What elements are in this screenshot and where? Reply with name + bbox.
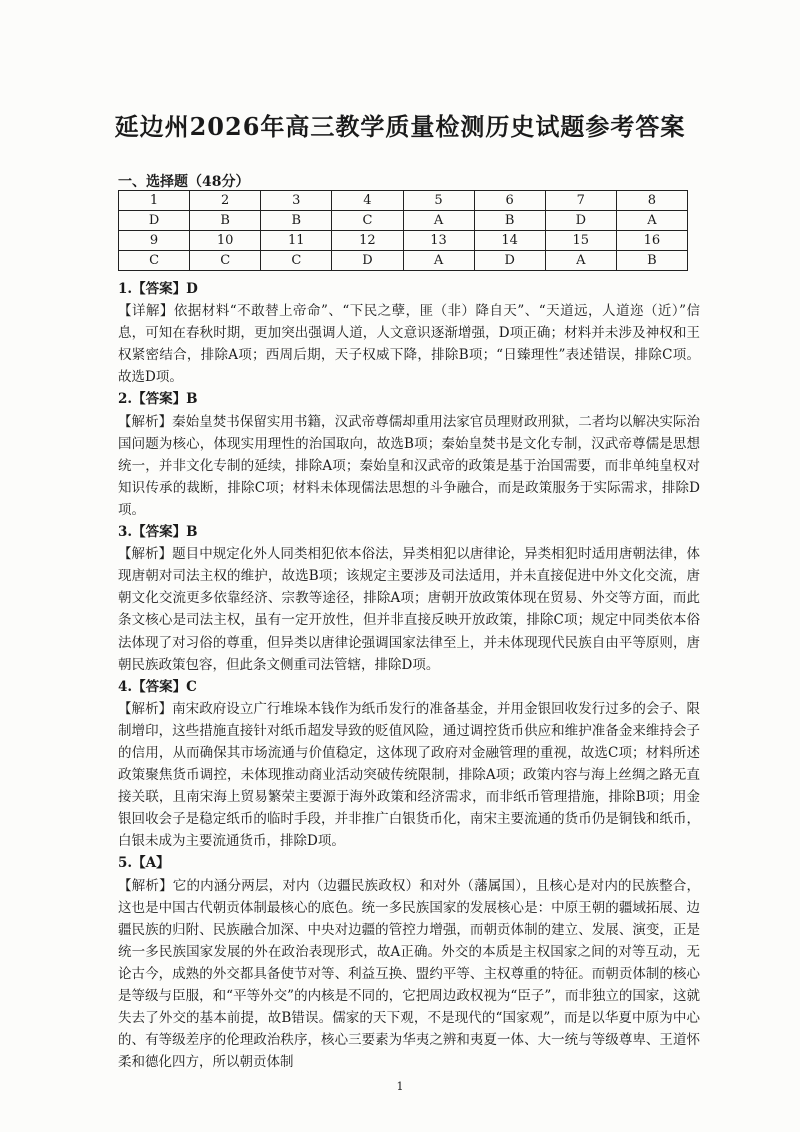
table-cell: 10 [190,231,261,251]
table-cell: 14 [474,231,545,251]
question-1-explanation: 【详解】依据材料“不敢替上帝命”、“下民之孽，匪（非）降自天”、“天道远，人道迩（近）”信息，可知在春秋时期，更加突出强调人道，人文意识逐渐增强，D项正确；材料并未涉及神权和王权紧密结合，排除A项；西周后期，天子权威下降，排除B项；“日臻理性”表述错误，排除C项。故选D项。 [118,303,700,386]
table-cell: B [474,211,545,231]
question-1-answer: 1.【答案】D [118,281,198,297]
question-2-answer: 2.【答案】B [118,391,198,408]
table-cell: 15 [545,231,616,251]
table-cell: D [332,251,403,271]
table-cell: A [545,251,616,271]
question-4-answer: 4.【答案】C [118,678,197,695]
table-cell: 4 [332,191,403,211]
table-cell: 12 [332,231,403,251]
section-heading-choice: 一、选择题（48分） [118,174,250,190]
question-3-explanation: 【解析】题目中规定化外人同类相犯依本俗法，异类相犯以唐律论，异类相犯时适用唐朝法律，体现唐朝对司法主权的维护，故选B项；该规定主要涉及司法适用，并未直接促进中外文化交流，唐朝文化交流更多依靠经济、宗教等途径，排除A项；唐朝开放政策体现在贸易、外交等方面，而此条文核心是司法主权，虽有一定开放性，但并非直接反映开放政策，排除C项；规定中同类依本俗法体现了对习俗的尊重，但异类以唐律论强调国家法律至上，并未体现现代民族自由平等原则，唐朝民族政策包容，但此条文侧重司法管辖，排除D项。 [118,546,700,673]
table-cell: C [332,211,403,231]
table-cell: C [119,251,190,271]
table-cell: 7 [545,191,616,211]
table-cell: A [403,251,474,271]
table-cell: 1 [119,191,190,211]
table-cell: 8 [616,191,687,211]
table-cell: B [261,211,332,231]
table-row [119,231,688,251]
table-cell: 3 [261,191,332,211]
answer-explanations [118,278,700,1073]
table-cell: 6 [474,191,545,211]
table-cell: B [190,211,261,231]
question-5-explanation: 【解析】它的内涵分两层，对内（边疆民族政权）和对外（藩属国），且核心是对内的民族整合，这也是中国古代朝贡体制最核心的底色。统一多民族国家的发展核心是：中原王朝的疆域拓展、边疆民族的归附、民族融合加深、中央对边疆的管控力增强，而朝贡体制的建立、发展、演变，正是统一多民族国家发展的外在政治表现形式，故A正确。外交的本质是主权国家之间的对等互动，无论古今，成熟的外交都具备使节对等、利益互换、盟约平等、主权尊重的特征。而朝贡体制的核心是等级与臣服，和“平等外交”的内核是不同的，它把周边政权视为“臣子”，而非独立的国家，这就失去了外交的基本前提，故B错误。儒家的天下观，不是现代的“国家观”，而是以华夏中原为中心的、有等级差序的伦理政治秩序，核心三要素为华夷之辨和夷夏一体、大一统与等级尊卑、王道怀柔和德化四方，所以朝贡体制 [118,877,700,1071]
question-2-explanation: 【解析】秦始皇焚书保留实用书籍，汉武帝尊儒却重用法家官员理财政刑狱，二者均以解决实际治国问题为核心，体现实用理性的治国取向，故选B项；秦始皇焚书是文化专制，汉武帝尊儒是思想统一，并非文化专制的延续，排除A项；秦始皇和汉武帝的政策是基于治国需要，而非单纯皇权对知识传承的裁断，排除C项；材料未体现儒法思想的斗争融合，而是政策服务于实际需求，排除D项。 [118,413,700,518]
table-cell: A [403,211,474,231]
table-row [119,251,688,271]
table-cell: 13 [403,231,474,251]
table-cell: A [616,211,687,231]
page-number: 1 [396,1080,404,1093]
answer-table [118,190,688,271]
table-cell: C [261,251,332,271]
table-cell: 16 [616,231,687,251]
table-cell: C [190,251,261,271]
table-row [119,191,688,211]
table-cell: D [119,211,190,231]
table-cell: 11 [261,231,332,251]
question-3-answer: 3.【答案】B [118,524,198,541]
table-cell: D [474,251,545,271]
table-cell: D [545,211,616,231]
page-title: 延边州2026年高三教学质量检测历史试题参考答案 [114,112,686,141]
table-cell: 5 [403,191,474,211]
question-4-explanation: 【解析】南宋政府设立广行堆垛本钱作为纸币发行的准备基金，并用金银回收发行过多的会子、限制增印，这些措施直接针对纸币超发导致的贬值风险，通过调控货币供应和维护准备金来维持会子的信用，从而确保其市场流通与价值稳定，这体现了政府对金融管理的重视，故选C项；材料所述政策聚焦货币调控，未体现推动商业活动突破传统限制，排除A项；政策内容与海上丝绸之路无直接关联，且南宋海上贸易繁荣主要源于海外政策和经济需求，而非纸币管理措施，排除B项；用金银回收会子是稳定纸币的临时手段，并非推广白银货币化，南宋主要流通的货币仍是铜钱和纸币，白银未成为主要流通货币，排除D项。 [118,700,700,850]
table-cell: B [616,251,687,271]
table-cell: 9 [119,231,190,251]
table-row [119,211,688,231]
question-5-answer: 5.【A】 [118,855,170,872]
table-cell: 2 [190,191,261,211]
